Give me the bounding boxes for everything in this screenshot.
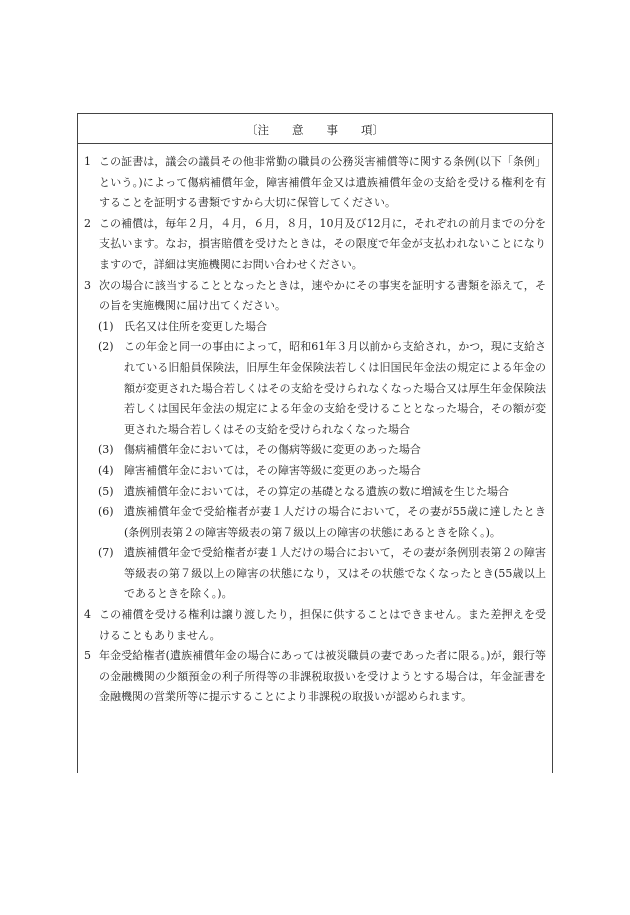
item-number: 4 [84,608,91,622]
item-number: 1 [84,155,91,168]
notice-subitem-3 [84,440,546,461]
notice-item-4 [84,605,546,646]
item-text: この補償は，毎年２月，４月，６月，８月，10月及び12月に，それぞれの前月までの分を支払います。なお，損害賠償を受けたときは，その限度で年金が支払われないことになりますので，詳細は実施機関にお問い合わせください。 [99,216,546,271]
notice-box [77,113,553,773]
item-number: 3 [84,278,91,292]
notice-item-3 [84,276,546,317]
notice-item-2 [84,214,546,276]
subitem-number: (5) [98,484,114,498]
subitem-number: (2) [98,340,114,354]
item-text: 年金受給権者(遺族補償年金の場合にあっては被災職員の妻であった者に限る。)が，銀行等の金融機関の少額預金の利子所得等の非課税取扱いを受けようとする場合は，年金証書を金融機関の営業所等に提示することにより非課税の取扱いが認められます。 [99,649,546,704]
subitem-text: この年金と同一の事由によって，昭和61年３月以前から支給され，かつ，現に支給されている旧船員保険法，旧厚生年金保険法若しくは旧国民年金法の規定による年金の額が変更された場合若しくはその支給を受けられなくなった場合又は厚生年金保険法若しくは国民年金法の規定による年金の支給を受けることとなった場合，その額が変更された場合若しくはその支給を受けられなくなった場合 [124,340,546,436]
subitem-number: (3) [98,443,114,457]
notice-content [84,152,546,708]
notice-item-5 [84,646,546,708]
subitem-text: 障害補償年金においては，その障害等級に変更のあった場合 [124,463,421,477]
subitem-number: (4) [98,463,114,477]
item-text: この証書は，議会の議員その他非常勤の職員の公務災害補償等に関する条例(以下「条例」という。)によって傷病補償年金，障害補償年金又は遺族補償年金の支給を受ける権利を有することを証明する書類ですから大切に保管してください。 [99,155,546,210]
subitem-text: 遺族補償年金で受給権者が妻１人だけの場合において，その妻が55歳に達したとき(条例別表第２の障害等級表の第７級以上の障害の状態にあるときを除く。)。 [124,505,546,539]
item-number: 2 [84,216,91,230]
subitem-number: (7) [98,546,114,560]
subitem-text: 遺族補償年金においては，その算定の基礎となる遺族の数に増減を生じた場合 [124,484,509,498]
notice-heading: 〔注 意 事 項〕 [246,123,384,137]
notice-subitem-5 [84,482,546,503]
item-text: この補償を受ける権利は譲り渡したり，担保に供することはできません。また差押えを受けることもありません。 [99,608,546,642]
subitem-text: 傷病補償年金においては，その傷病等級に変更のあった場合 [124,443,421,457]
notice-subitem-7 [84,543,546,605]
item-number: 5 [84,649,91,663]
subitem-number: (6) [98,505,114,519]
notice-subitem-2 [84,337,546,440]
subitem-text: 遺族補償年金で受給権者が妻１人だけの場合において，その妻が条例別表第２の障害等級表の第７級以上の障害の状態になり，又はその状態でなくなったとき(55歳以上であるときを除く。)。 [124,546,546,601]
subitem-text: 氏名又は住所を変更した場合 [124,319,267,333]
heading-divider [78,143,552,144]
notice-item-1 [84,152,546,214]
notice-subitem-4 [84,461,546,482]
notice-subitem-1 [84,317,546,338]
notice-subitem-6 [84,502,546,543]
subitem-number: (1) [98,319,114,333]
item-text: 次の場合に該当することとなったときは，速やかにその事実を証明する書類を添えて，その旨を実施機関に届け出てください。 [99,278,546,313]
